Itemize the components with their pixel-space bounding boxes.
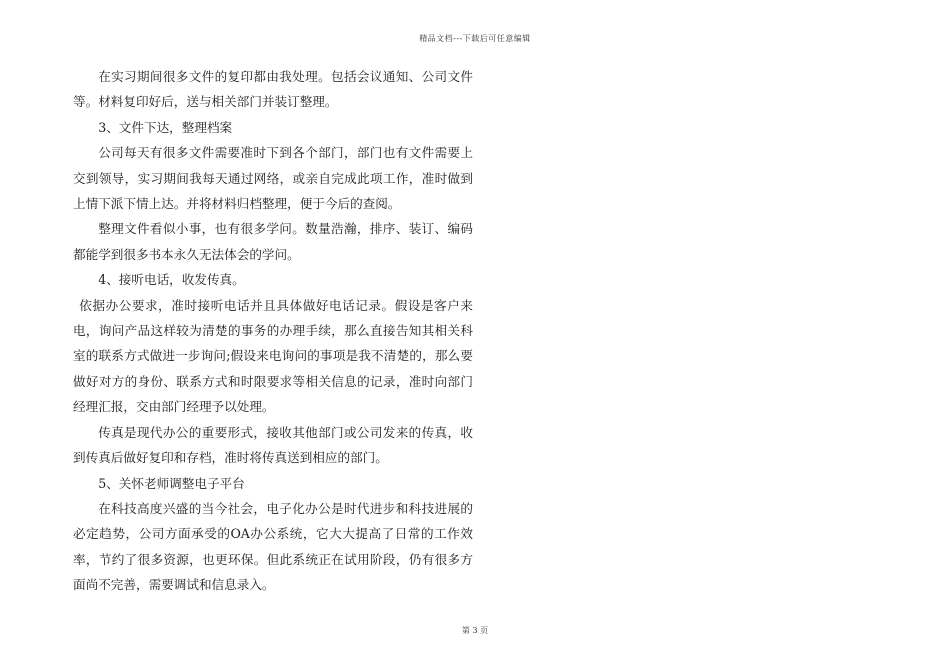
heading-file-distribution: 3、文件下达，整理档案 bbox=[98, 119, 233, 135]
paragraph-fax: 传真是现代办公的重要形式，接收其他部门或公司发来的传真，收到传真后做好复印和存档，准时将传真送到相应的部门。 bbox=[73, 424, 473, 466]
paragraph-file-organizing: 整理文件看似小事，也有很多学问。数量浩瀚，排序、装订、编码都能学到很多书本永久无法体会的学问。 bbox=[73, 221, 473, 262]
paragraph-copying: 在实习期间很多文件的复印都由我处理。包括会议通知、公司文件等。材料复印好后，送与相关部门并装订整理。 bbox=[73, 69, 473, 110]
heading-electronic-platform: 5、关怀老师调整电子平台 bbox=[98, 475, 245, 491]
paragraph-file-distribution: 公司每天有很多文件需要准时下到各个部门，部门也有文件需要上交到领导，实习期间我每天通过网络，或亲自完成此项工作，准时做到上情下派下情上达。并将材料归档整理，便于今后的查阅。 bbox=[73, 145, 473, 212]
paragraph-electronic-platform: 在科技高度兴盛的当今社会，电子化办公是时代进步和科技进展的必定趋势，公司方面承受的OA办公系统，它大大提高了日常的工作效率，节约了很多资源，也更环保。但此系统正在试用阶段，仍有很多方面尚不完善，需要调试和信息录入。 bbox=[73, 500, 473, 593]
paragraph-phone: 依据办公要求，准时接听电话并且具体做好电话记录。假设是客户来电，询问产品这样较为清楚的事务的办理手续，那么直接告知其相关科室的联系方式做进一步询问;假设来电询问的事项是我不清楚的，那么要做好对方的身份、联系方式和时限要求等相关信息的记录，准时向部门经理汇报，交由部门经理予以处理。 bbox=[73, 297, 473, 415]
heading-phone-fax: 4、接听电话，收发传真。 bbox=[98, 272, 245, 288]
page-header: 精品文档---下载后可任意编辑 bbox=[419, 34, 531, 43]
document-body bbox=[73, 64, 473, 598]
page-number: 第 3 页 bbox=[461, 626, 489, 635]
